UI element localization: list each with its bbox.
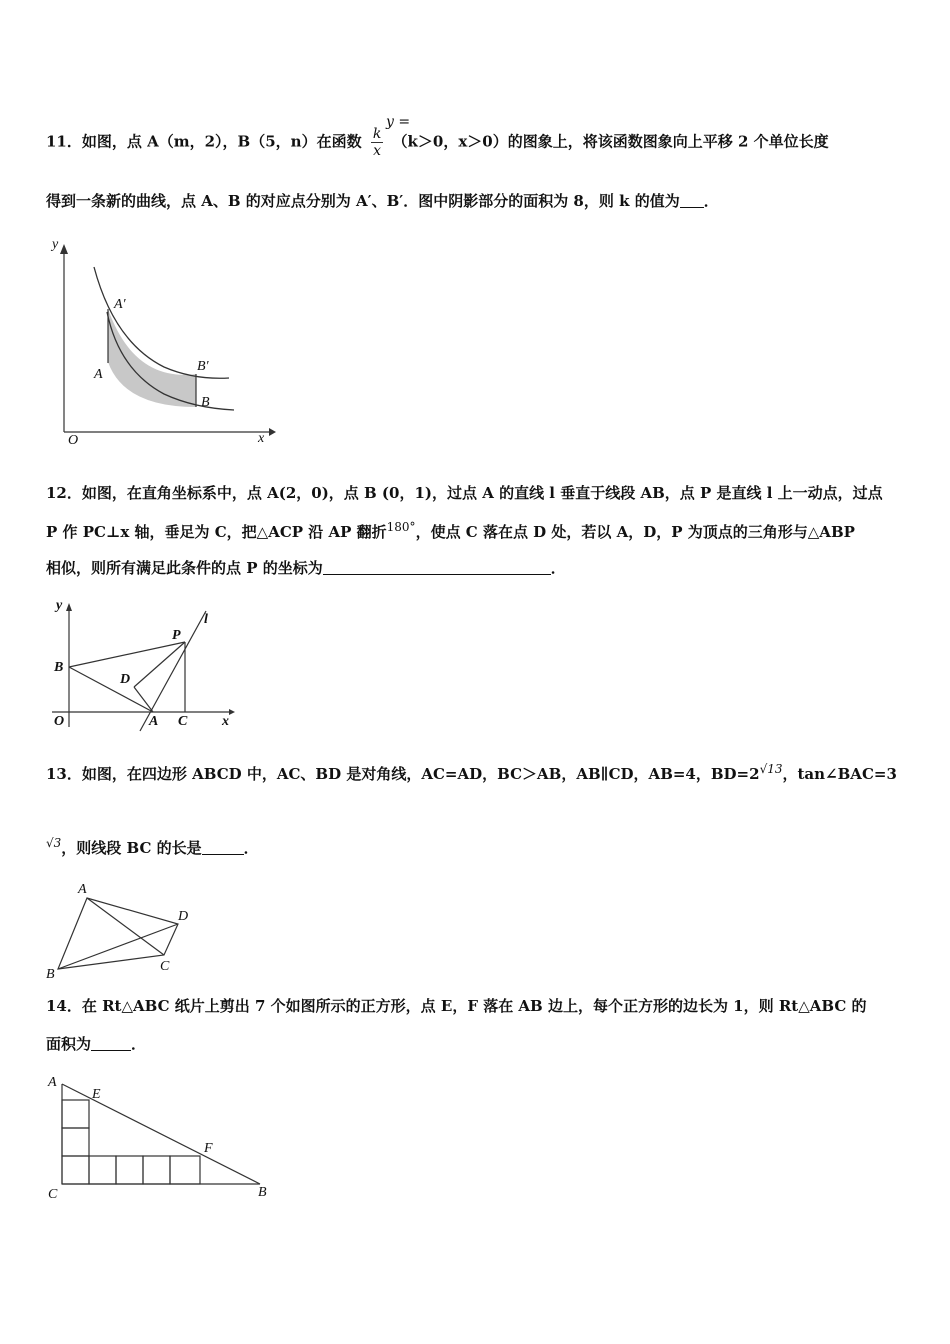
q12-line1: 12．如图，在直角坐标系中，点 A(2，0)，点 B (0，1)，过点 A 的直线 l 垂直于线段 AB，点 P 是直线 l 上一动点，过点 (46, 484, 883, 502)
q11-label-b: B (201, 395, 210, 410)
q11-label-x: x (258, 431, 265, 446)
q12-end: ． (550, 559, 566, 577)
q12-degree: 180° (386, 520, 416, 534)
q12-line2 (46, 520, 855, 542)
q13-label-a: A (78, 882, 87, 897)
q11-text-c: 得到一条新的曲线，点 A、B 的对应点分别为 A′、B′．图中阴影部分的面积为 8，则 k 的值为 (46, 192, 680, 210)
q14-end: ． (131, 1035, 147, 1053)
q14-label-f: F (204, 1141, 213, 1156)
q12-label-p: P (172, 628, 181, 643)
q11-label-y: y (52, 237, 59, 252)
q12-label-y: y (56, 598, 63, 613)
q12-figure (44, 597, 244, 737)
q11-line1 (46, 126, 829, 159)
q11-end: ． (703, 192, 719, 210)
q14-text-a: 面积为 (46, 1035, 92, 1053)
q12-label-b: B (54, 660, 64, 675)
q13-label-b: B (46, 967, 55, 982)
q11-y-equals: y = (386, 114, 411, 130)
q13-line2 (46, 836, 259, 858)
q14-label-b: B (258, 1185, 267, 1200)
q12-text-c: 相似，则所有满足此条件的点 P 的坐标为 (46, 559, 323, 577)
q11-frac-den: x (373, 143, 381, 159)
q11-line2 (46, 190, 719, 211)
q13-text-c: ，则线段 BC 的长是 (61, 839, 202, 857)
q13-sqrt13: √13 (759, 762, 783, 776)
q12-label-x: x (222, 714, 229, 729)
q14-label-a: A (48, 1075, 57, 1090)
q13-label-d: D (178, 909, 189, 924)
q12-label-d: D (120, 672, 131, 687)
q14-answer-blank (91, 1036, 131, 1051)
q11-label-a: A (94, 367, 103, 382)
q11-figure (44, 232, 284, 457)
q13-text-a: 13．如图，在四边形 ABCD 中，AC、BD 是对角线，AC=AD，BC＞AB，AB∥CD，AB=4，BD=2 (46, 765, 760, 783)
q12-text-a: P 作 PC⊥x 轴，垂足为 C，把△ACP 沿 AP 翻折 (46, 523, 387, 541)
q12-label-c: C (178, 714, 188, 729)
q13-line1 (46, 762, 897, 784)
q11-fraction (371, 126, 383, 159)
q14-line2 (46, 1033, 146, 1054)
q11-label-ap: A′ (114, 297, 126, 312)
q12-answer-blank (323, 560, 551, 575)
q13-answer-blank (202, 840, 244, 855)
q13-sqrt3: √3 (46, 836, 62, 850)
q12-label-l: l (204, 612, 208, 627)
q11-text-b: （k＞0，x＞0）的图象上，将该函数图象向上平移 2 个单位长度 (392, 132, 829, 151)
q14-label-c: C (48, 1187, 58, 1202)
q13-label-c: C (160, 959, 170, 974)
q11-label-bp: B′ (197, 359, 209, 374)
q13-end: ． (243, 839, 259, 857)
q11-text-a: 11．如图，点 A（m，2），B（5，n）在函数 (46, 132, 362, 151)
q12-line3 (46, 557, 566, 578)
q11-frac-num: k (372, 126, 382, 142)
q12-label-o: O (54, 714, 65, 729)
q13-text-b: ，tan∠BAC=3 (782, 765, 897, 783)
q14-label-e: E (92, 1087, 101, 1102)
q14-line1: 14．在 Rt△ABC 纸片上剪出 7 个如图所示的正方形，点 E，F 落在 AB 边上，每个正方形的边长为 1，则 Rt△ABC 的 (46, 997, 867, 1015)
q12-label-a: A (149, 714, 159, 729)
q11-answer-blank (680, 193, 704, 208)
q12-text-b: ，使点 C 落在点 D 处，若以 A，D，P 为顶点的三角形与△ABP (415, 523, 855, 541)
q11-label-o: O (68, 433, 79, 448)
q13-figure (44, 880, 204, 985)
q14-figure (44, 1072, 284, 1212)
